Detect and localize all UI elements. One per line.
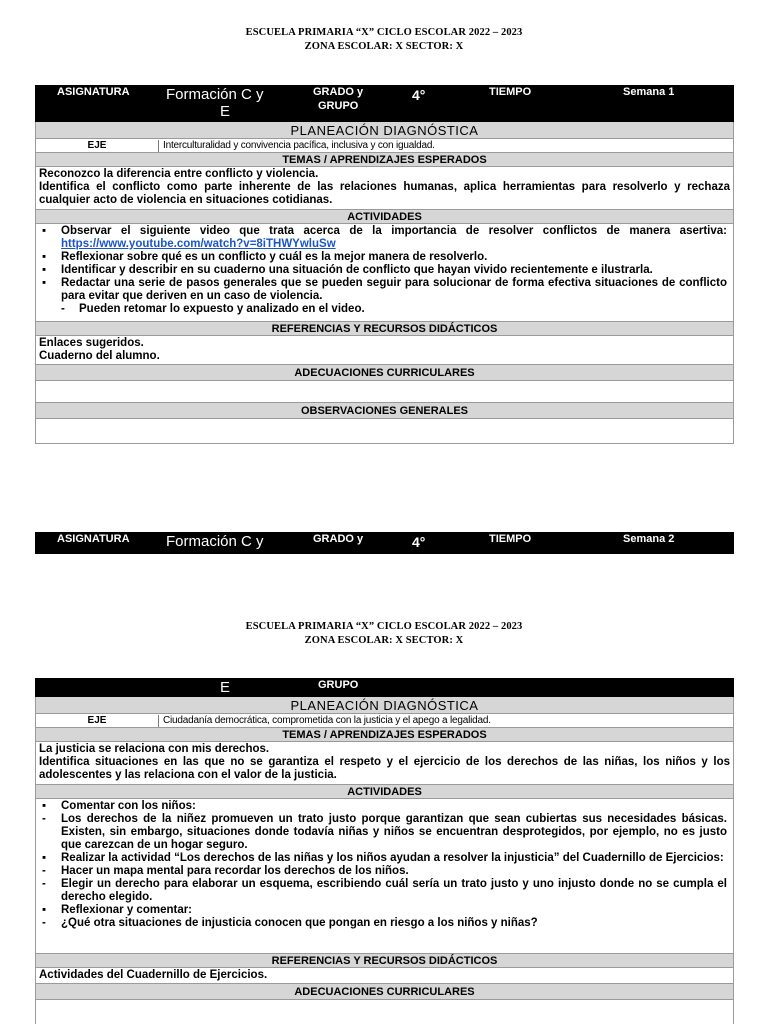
list-item: ▪ Reflexionar y comentar: [42, 904, 193, 916]
plan-title: PLANEACIÓN DIAGNÓSTICA [36, 122, 733, 139]
temas-header: TEMAS / APRENDIZAJES ESPERADOS [36, 153, 733, 167]
tema-item: Identifica situaciones en las que no se garantiza el respeto y el ejercicio de los derechos de las niñas, los niños y los adolescentes y las relaciona con el valor de la justicia. [39, 756, 730, 781]
list-item: ▪ Observar el siguiente video que trata acerca de la importancia de resolver conflictos de manera asertiva: https://www.youtube.com/watch?v=8iTHWYwluSw [42, 225, 727, 250]
plan2-table [35, 697, 734, 1024]
plan2-top-bar-continued [35, 678, 734, 697]
tema-item: Reconozco la diferencia entre conflicto y violencia. [39, 168, 319, 180]
bullet-marker: ▪ [42, 251, 47, 263]
temas-header: TEMAS / APRENDIZAJES ESPERADOS [36, 728, 733, 742]
observaciones-content [36, 419, 733, 444]
asignatura-label: ASIGNATURA [57, 533, 130, 545]
eje-label: EJE [36, 715, 159, 727]
eje-row [36, 139, 733, 153]
eje-row [36, 714, 733, 728]
asignatura-label: ASIGNATURA [57, 86, 130, 98]
adecuaciones-content [36, 1000, 733, 1024]
referencia-item: Cuaderno del alumno. [39, 350, 160, 362]
page-header-2 [0, 620, 768, 648]
zone-line: ZONA ESCOLAR: X SECTOR: X [304, 41, 464, 52]
asignatura-value-line2: E [220, 679, 231, 696]
grado-value: 4° [412, 534, 426, 550]
list-item: ▪ Redactar una serie de pasos generales que se pueden seguir para solucionar de forma efectiva situaciones de conflicto para evitar que deriven en un caso de violencia. [42, 277, 727, 302]
list-item: ▪ Reflexionar sobre qué es un conflicto y cuál es la mejor manera de resolverlo. [42, 251, 488, 263]
referencia-item: Actividades del Cuadernillo de Ejercicios. [39, 969, 268, 981]
list-item: - ¿Qué otra situaciones de injusticia conocen que pongan en riesgo a los niños y niñas? [42, 917, 538, 929]
dash-marker: - [42, 917, 46, 929]
dash-marker: - [42, 813, 46, 825]
eje-value: Interculturalidad y convivencia pacífica, inclusiva y con igualdad. [163, 140, 435, 151]
dash-marker: - [42, 865, 46, 877]
asignatura-value-line1: Formación C y [166, 533, 264, 550]
plan1-top-bar [35, 85, 734, 122]
adecuaciones-header: ADECUACIONES CURRICULARES [36, 984, 733, 1000]
bullet-marker: ▪ [42, 264, 47, 276]
plan1-table [35, 122, 734, 444]
referencias-content [36, 968, 733, 984]
page-header-1 [0, 26, 768, 54]
eje-value: Ciudadanía democrática, comprometida con la justicia y el apego a legalidad. [163, 715, 491, 726]
tiempo-label: TIEMPO [489, 533, 532, 545]
tema-item: La justicia se relaciona con mis derechos. [39, 743, 270, 755]
tiempo-label: TIEMPO [489, 86, 532, 98]
referencias-header: REFERENCIAS Y RECURSOS DIDÁCTICOS [36, 954, 733, 968]
grado-label-line2: GRUPO [318, 679, 359, 691]
grado-label-line1: GRADO y [313, 86, 364, 98]
list-item: ▪ Comentar con los niños: [42, 800, 196, 812]
actividades-header: ACTIVIDADES [36, 785, 733, 799]
asignatura-value-line2: E [220, 103, 231, 120]
tiempo-value: Semana 1 [623, 86, 675, 98]
list-item: ▪ Realizar la actividad “Los derechos de las niñas y los niños ayudan a resolver la injusticia” del Cuadernillo de Ejercicios: [42, 852, 724, 864]
plan2-top-bar [35, 532, 734, 554]
adecuaciones-header: ADECUACIONES CURRICULARES [36, 365, 733, 381]
zone-line: ZONA ESCOLAR: X SECTOR: X [304, 635, 464, 646]
school-line: ESCUELA PRIMARIA “X” CICLO ESCOLAR 2022 – 2023 [245, 621, 523, 632]
bullet-marker: ▪ [42, 277, 47, 289]
temas-content [36, 742, 733, 785]
list-item: - Elegir un derecho para elaborar un esquema, escribiendo cuál sería un trato justo y uno injusto donde no se cumpla el derecho elegido. [42, 878, 727, 903]
bullet-marker: ▪ [42, 800, 47, 812]
list-item: - Hacer un mapa mental para recordar los derechos de los niños. [42, 865, 409, 877]
school-line: ESCUELA PRIMARIA “X” CICLO ESCOLAR 2022 – 2023 [245, 27, 523, 38]
observaciones-header: OBSERVACIONES GENERALES [36, 403, 733, 419]
grado-value: 4° [412, 87, 426, 103]
video-link[interactable]: https://www.youtube.com/watch?v=8iTHWYwluSw [61, 238, 336, 250]
list-item: - Los derechos de la niñez promueven un trato justo porque garantizan que sean cubiertas sus necesidades básicas. Existen, sin embargo, situaciones donde todavía niñas y niños se encuentran desprotegidos, por ejemplo, no es justo que carezcan de un hogar seguro. [42, 813, 727, 851]
list-item: ▪ Identificar y describir en su cuaderno una situación de conflicto que hayan vivido recientemente e ilustrarla. [42, 264, 653, 276]
list-item: - Pueden retomar lo expuesto y analizado en el video. [61, 303, 365, 315]
actividades-list [36, 224, 733, 322]
dash-marker: - [42, 878, 46, 890]
tema-item: Identifica el conflicto como parte inherente de las relaciones humanas, aplica herramientas para resolverlo y rechaza cualquier acto de violencia en situaciones cotidianas. [39, 181, 730, 206]
referencia-item: Enlaces sugeridos. [39, 337, 144, 349]
referencias-content [36, 336, 733, 365]
grado-label-line2: GRUPO [318, 100, 359, 112]
actividades-header: ACTIVIDADES [36, 210, 733, 224]
bullet-marker: ▪ [42, 225, 47, 237]
adecuaciones-content [36, 381, 733, 403]
tiempo-value: Semana 2 [623, 533, 675, 545]
plan-title: PLANEACIÓN DIAGNÓSTICA [36, 697, 733, 714]
dash-marker: - [61, 303, 65, 315]
actividades-list [36, 799, 733, 954]
bullet-marker: ▪ [42, 852, 47, 864]
referencias-header: REFERENCIAS Y RECURSOS DIDÁCTICOS [36, 322, 733, 336]
temas-content [36, 167, 733, 210]
bullet-marker: ▪ [42, 904, 47, 916]
grado-label-line1: GRADO y [313, 533, 364, 545]
eje-label: EJE [36, 140, 159, 152]
asignatura-value-line1: Formación C y [166, 86, 264, 103]
